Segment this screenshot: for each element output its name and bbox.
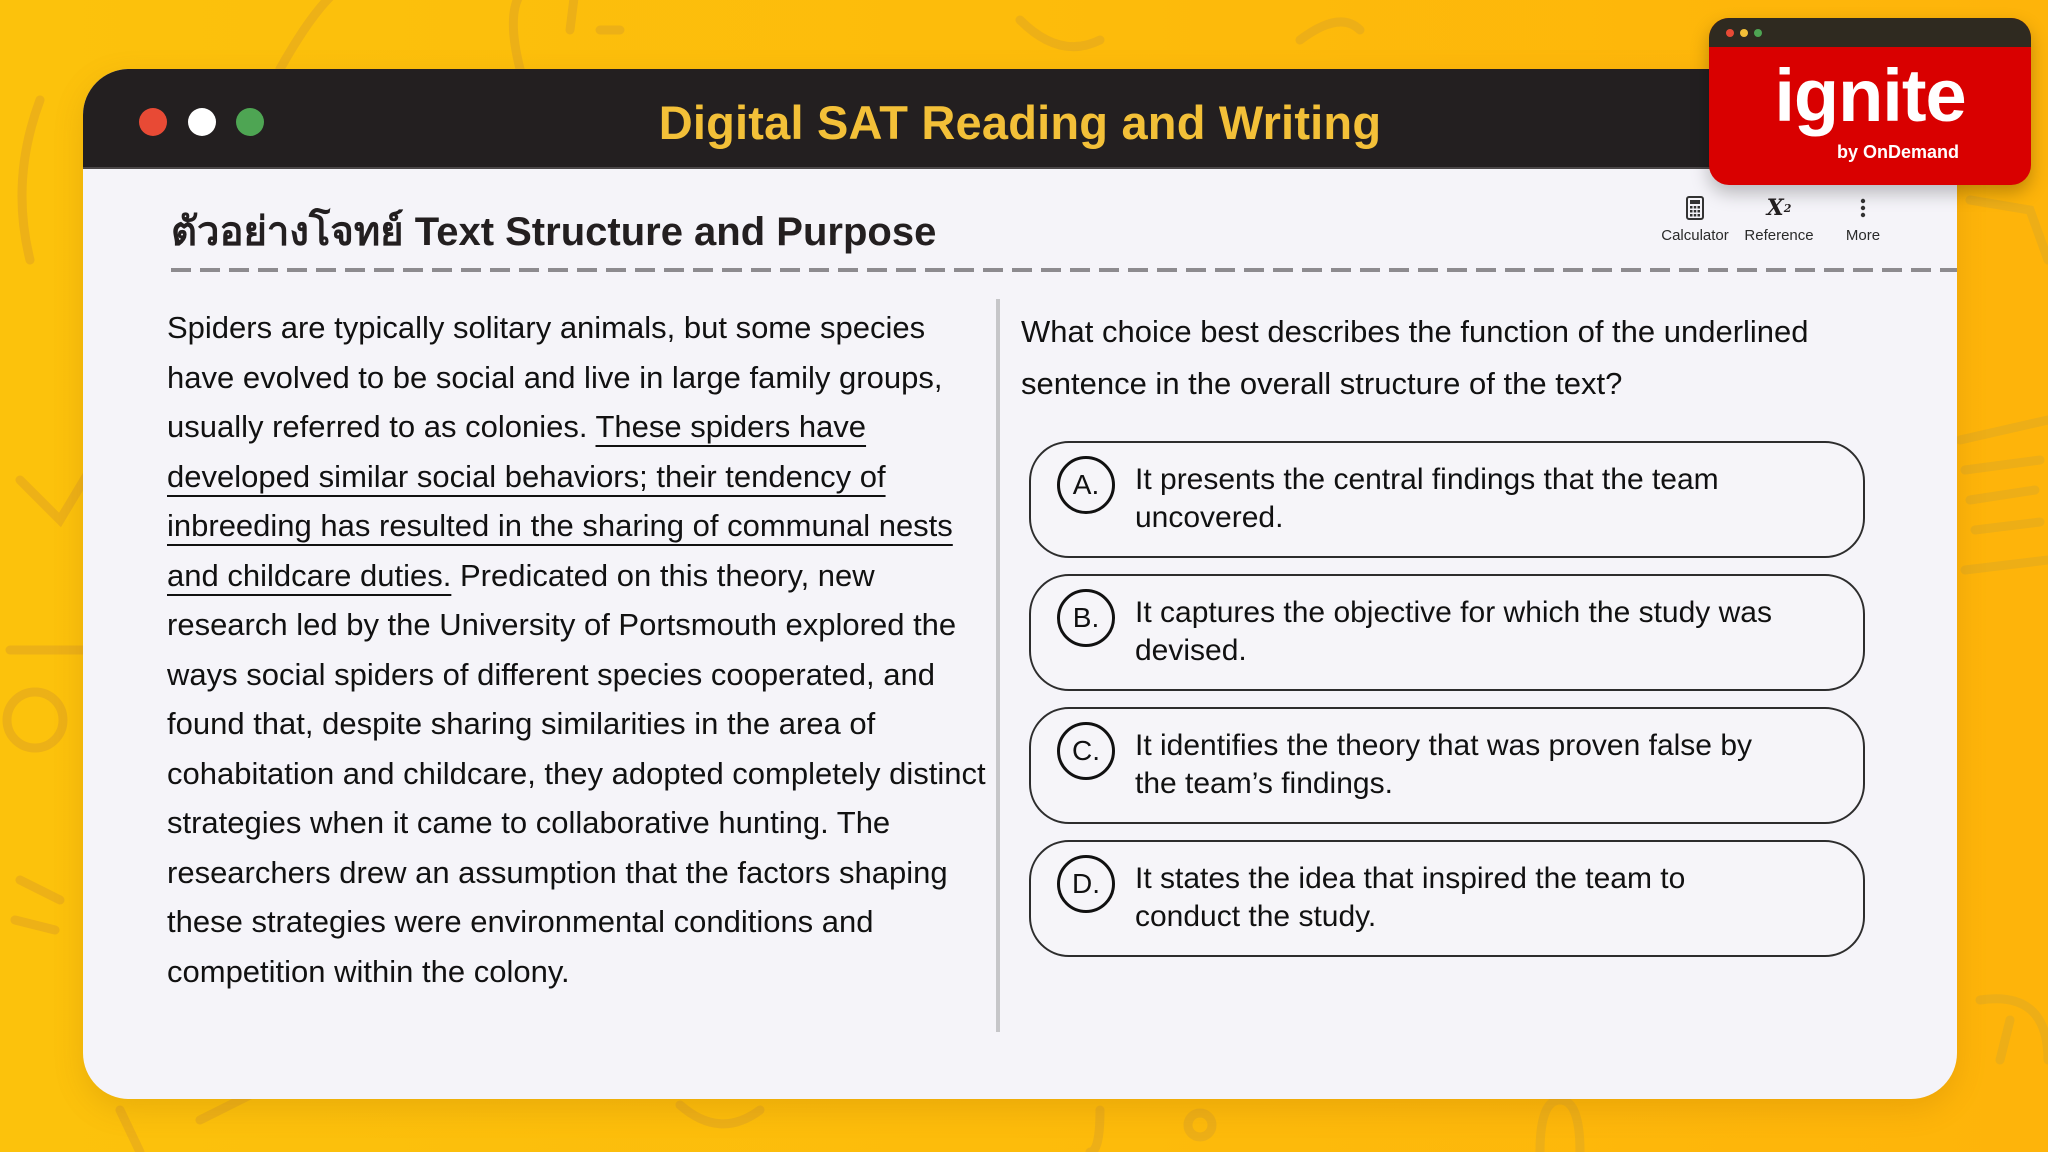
title-bar (83, 69, 1960, 169)
choice-text-c: It identifies the theory that was proven false by the team’s findings. (1135, 729, 1753, 800)
answer-choices (1029, 441, 1865, 973)
question-prompt: What choice best describes the function of the underlined sentence in the overall structure of the text? (1021, 314, 1809, 401)
calculator-icon (1686, 193, 1704, 223)
vertical-ellipsis-icon (1860, 193, 1866, 223)
answer-choice-d[interactable] (1029, 840, 1865, 957)
more-label: More (1845, 227, 1881, 244)
ignite-logo (1709, 54, 2031, 162)
badge-red-dot (1726, 29, 1734, 37)
choice-text-d: It states the idea that inspired the team to conduct the study. (1135, 862, 1686, 933)
passage-text-before: Spiders are typically solitary animals, but some species have evolved to be social and live in large family groups, usually referred to as colonies. (167, 310, 943, 444)
choice-text-b: It captures the objective for which the study was devised. (1135, 596, 1772, 667)
reference-button[interactable] (1737, 193, 1821, 244)
badge-yellow-dot (1740, 29, 1748, 37)
underlined-sentence: These spiders have developed similar social behaviors; their tendency of inbreeding has resulted in the sharing of communal nests and childcare duties. (167, 409, 953, 593)
logo-subtext: by OnDemand (1837, 142, 1960, 162)
badge-title-bar (1709, 18, 2031, 47)
choice-letter-c: C. (1057, 722, 1115, 780)
window-title: Digital SAT Reading and Writing (658, 96, 1382, 149)
more-button[interactable] (1821, 193, 1905, 244)
toolbar (1653, 193, 1905, 244)
dashed-divider (171, 268, 1957, 272)
ignite-logo-badge (1709, 18, 2031, 185)
answer-choice-b[interactable] (1029, 574, 1865, 691)
choice-letter-a: A. (1057, 456, 1115, 514)
pane-divider[interactable] (996, 299, 1000, 1032)
reading-passage (167, 303, 997, 996)
logo-text: ignite (1774, 54, 1966, 137)
passage-text-after: Predicated on this theory, new research led by the University of Portsmouth explored the ways social spiders of different species cooperated, and found that, despite sharing similarities in the area of cohabitation and childcare, they adopted completely distinct strategies when it came to collaborative hunting. The researchers drew an assumption that the factors shaping these strategies were environmental conditions and competition within the colony. (167, 557, 986, 989)
reference-label: Reference (1744, 227, 1814, 244)
superscript-x2-icon: X 2 (1766, 195, 1792, 221)
calculator-label: Calculator (1661, 227, 1729, 244)
section-title: ตัวอย่างโจทย์ Text Structure and Purpose (171, 210, 937, 254)
choice-text-a: It presents the central findings that the team uncovered. (1135, 463, 1719, 534)
badge-green-dot (1754, 29, 1762, 37)
answer-choice-c[interactable] (1029, 707, 1865, 824)
choice-letter-d: D. (1057, 855, 1115, 913)
app-window (83, 69, 1960, 1099)
choice-letter-b: B. (1057, 589, 1115, 647)
calculator-button[interactable] (1653, 193, 1737, 244)
answer-choice-a[interactable] (1029, 441, 1865, 558)
